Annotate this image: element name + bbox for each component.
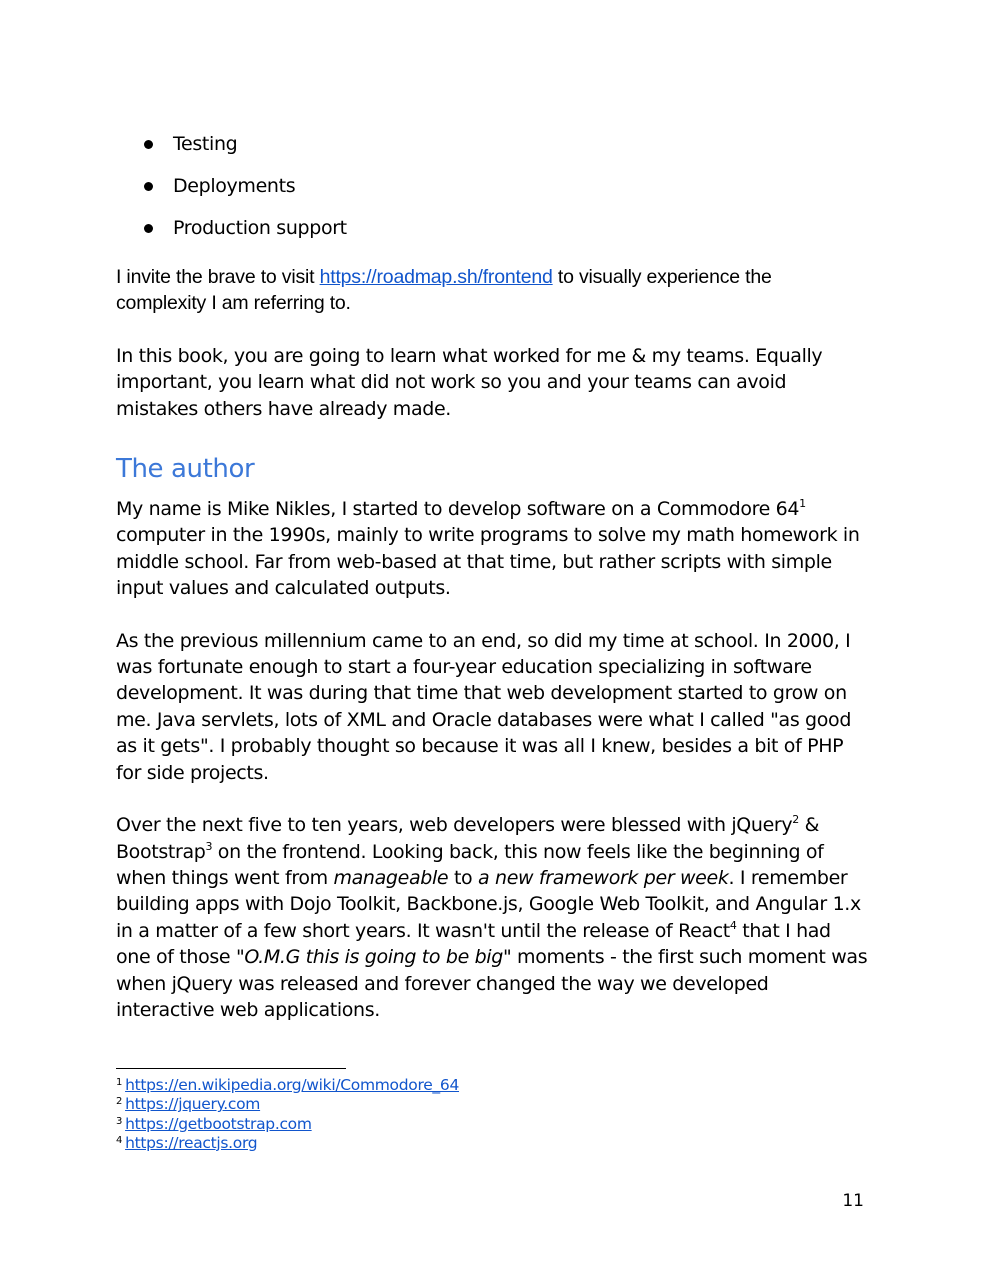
footnotes [116,1076,716,1153]
list-item [116,128,868,170]
bullet-text: Testing [173,133,238,155]
footnote-ref-4[interactable]: 4 [729,918,737,932]
text-run: Over the next five to ten years, web developers were blessed with jQuery [116,814,793,837]
emphasis-new-framework: a new framework per week [478,866,729,889]
intro-text-continued: to visually experience the [552,266,772,288]
book-paragraph: In this book, you are going to learn what worked for me & my teams. Equally important, you learn what did not work so you and your teams can avoid mistakes others have already made. [116,344,823,420]
text-run: " moments - the first such moment was when jQuery was released and forever changed the way we developed interactive web applications. [116,946,868,1021]
intro-text: I invite the brave to visit [116,266,320,288]
bullet-icon [144,182,153,191]
text-run: My name is Mike Nikles, I started to develop software on a Commodore 64 [116,498,800,521]
list-item [116,170,868,212]
footnote-number: 3 [116,1115,123,1127]
footnote-link[interactable]: https://reactjs.org [125,1133,258,1152]
frameworks-paragraph [116,812,868,1023]
text-run: & Bootstrap [116,814,820,863]
roadmap-link[interactable]: https://roadmap.sh/frontend [319,266,553,288]
page-number: 11 [842,1191,864,1211]
emphasis-manageable: manageable [333,866,449,889]
footnote-link[interactable]: https://jquery.com [125,1095,261,1114]
text-run: . I remember building apps with Dojo Toolkit, Backbone.js, Google Web Toolkit, and Angular 1.x in a matter of a few short years. It wasn't until the release of React [116,866,861,942]
author-name-paragraph [116,496,868,602]
intro-paragraph [116,264,868,317]
text-run: on the frontend. Looking back, this now feels like the beginning of when things went from [116,840,824,889]
footnote-link[interactable]: https://getbootstrap.com [125,1114,312,1133]
intro-text-end: complexity I am referring to. [116,292,351,315]
emphasis-omg: O.M.G this is going to be big [244,946,503,969]
bullet-icon [144,224,153,233]
bullet-icon [144,140,153,149]
bullet-text: Deployments [173,175,296,197]
footnote-ref-2[interactable]: 2 [792,813,799,827]
text-run: to [448,866,479,889]
text-run: that I had one of those " [116,919,831,969]
footnote-item [116,1095,716,1114]
list-item [116,212,868,254]
footnote-divider [116,1068,346,1069]
page-content [116,128,868,1023]
footnote-link[interactable]: https://en.wikipedia.org/wiki/Commodore_64 [125,1076,460,1094]
millennium-paragraph: As the previous millennium came to an end, so did my time at school. In 2000, I was fortunate enough to start a four-year education specializing in software development. It was during that time that web development started to grow on me. Java servlets, lots of XML and Oracle databases were what I called "as good as it gets". I probably thought so because it was all I knew, besides a bit of PHP for side projects. [116,629,852,784]
footnote-ref-3[interactable]: 3 [205,839,213,853]
section-heading: The author [116,454,255,485]
footnote-item [116,1115,716,1134]
footnote-ref-1[interactable]: 1 [799,497,806,511]
text-run: computer in the 1990s, mainly to write programs to solve my math homework in middle school. Far from web-based at that time, but rather scripts with simple input values and calculated outputs. [116,524,860,600]
footnote-number: 4 [116,1134,123,1146]
footnote-item [116,1134,716,1153]
footnote-number: 2 [116,1096,123,1108]
bullet-list [116,128,868,254]
footnote-number: 1 [116,1077,123,1088]
footnote-item [116,1076,716,1095]
bullet-text: Production support [173,217,347,239]
